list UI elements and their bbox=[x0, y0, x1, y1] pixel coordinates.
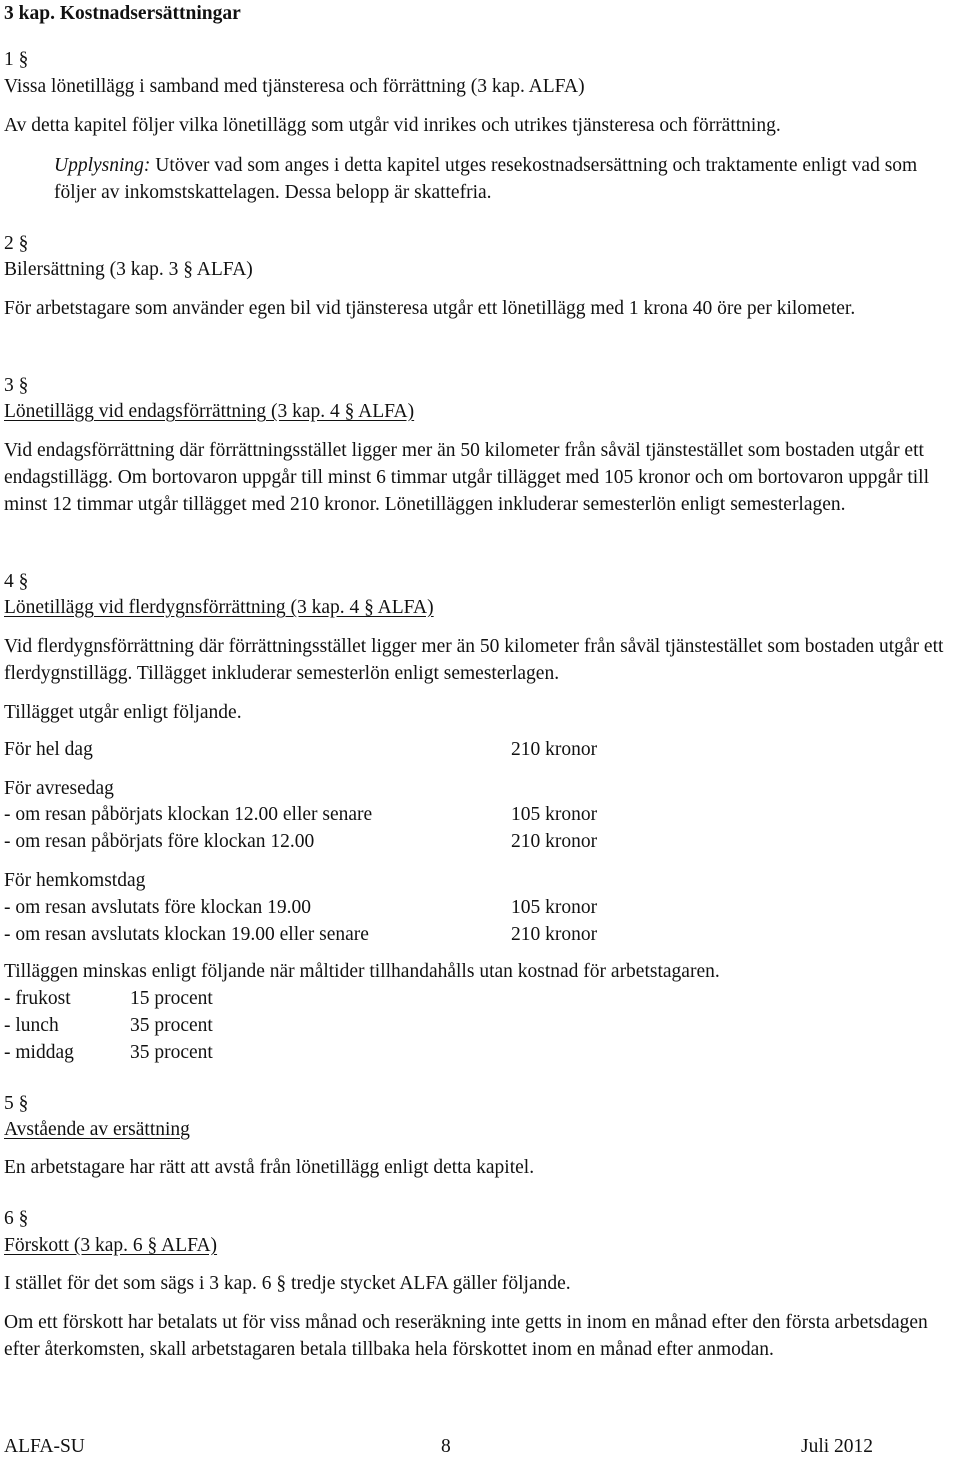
section-3-title: Lönetillägg vid endagsförrättning (3 kap. 4 § ALFA) bbox=[4, 401, 415, 422]
section-2-text: För arbetstagare som använder egen bil vid tjänsteresa utgår ett lönetillägg med 1 krona 40 öre per kilometer. bbox=[4, 298, 856, 319]
departure-row-label: - om resan påbörjats före klockan 12.00 bbox=[4, 831, 315, 852]
departure-day-label: För avresedag bbox=[4, 778, 114, 799]
meal-name: - frukost bbox=[4, 988, 71, 1009]
section-4-text: Vid flerdygnsförrättning där förrättningsstället ligger mer än 50 kilometer från såväl tjänstestället som bostaden utgår ett flerdygnstillägg. Tillägget inkluderar semesterlön enligt semesterlagen. bbox=[4, 636, 944, 684]
full-day-label: För hel dag bbox=[4, 739, 93, 760]
meal-name: - lunch bbox=[4, 1015, 59, 1036]
section-3-text: Vid endagsförrättning där förrättningsstället ligger mer än 50 kilometer från såväl tjänstestället som bostaden utgår ett endagstillägg. Om bortovaron uppgår till minst 6 timmar utgår tillägget med 105 kronor och om bortovaron uppgår till minst 12 timmar utgår tillägget med 210 kronor. Lönetilläggen inkluderar semesterlön enligt semesterlagen. bbox=[4, 440, 929, 515]
section-1-number: 1 § bbox=[4, 49, 29, 70]
return-day-label: För hemkomstdag bbox=[4, 870, 146, 891]
section-3-number: 3 § bbox=[4, 375, 29, 396]
section-6-text-1: I stället för det som sägs i 3 kap. 6 § tredje stycket ALFA gäller följande. bbox=[4, 1273, 571, 1294]
reduction-intro: Tilläggen minskas enligt följande när måltider tillhandahålls utan kostnad för arbetstagaren. bbox=[4, 961, 720, 982]
return-row-label: - om resan avslutats klockan 19.00 eller senare bbox=[4, 924, 369, 945]
section-6-number: 6 § bbox=[4, 1208, 29, 1229]
full-day-amount: 210 kronor bbox=[511, 739, 598, 760]
section-6-text-2: Om ett förskott har betalats ut för viss månad och reseräkning inte getts in inom en månad efter den första arbetsdagen efter återkomsten, skall arbetstagaren betala tillbaka hela förskottet inom en månad efter anmodan. bbox=[4, 1312, 928, 1360]
section-5-text: En arbetstagare har rätt att avstå från lönetillägg enligt detta kapitel. bbox=[4, 1157, 535, 1178]
return-row-amount: 105 kronor bbox=[511, 897, 598, 918]
note-label: Upplysning: bbox=[54, 155, 151, 176]
meal-reduction: 15 procent bbox=[130, 988, 213, 1009]
footer-page-number: 8 bbox=[441, 1436, 451, 1457]
departure-row-amount: 105 kronor bbox=[511, 804, 598, 825]
section-4-title: Lönetillägg vid flerdygnsförrättning (3 kap. 4 § ALFA) bbox=[4, 597, 434, 618]
meal-reduction: 35 procent bbox=[130, 1042, 213, 1063]
meal-name: - middag bbox=[4, 1042, 74, 1063]
section-2-title: Bilersättning (3 kap. 3 § ALFA) bbox=[4, 259, 253, 280]
section-4-number: 4 § bbox=[4, 571, 29, 592]
departure-row-amount: 210 kronor bbox=[511, 831, 598, 852]
return-row-label: - om resan avslutats före klockan 19.00 bbox=[4, 897, 312, 918]
section-5-number: 5 § bbox=[4, 1093, 29, 1114]
meal-reduction: 35 procent bbox=[130, 1015, 213, 1036]
section-6-title: Förskott (3 kap. 6 § ALFA) bbox=[4, 1235, 218, 1256]
section-1-note bbox=[54, 152, 956, 206]
note-text: Utöver vad som anges i detta kapitel utges resekostnadsersättning och traktamente enligt vad som följer av inkomstskattelagen. Dessa belopp är skattefria. bbox=[54, 155, 918, 203]
section-5-title: Avstående av ersättning bbox=[4, 1119, 190, 1140]
departure-row-label: - om resan påbörjats klockan 12.00 eller senare bbox=[4, 804, 373, 825]
chapter-title: 3 kap. Kostnadsersättningar bbox=[4, 3, 241, 24]
footer-date: Juli 2012 bbox=[801, 1436, 874, 1457]
section-1-text: Av detta kapitel följer vilka lönetillägg som utgår vid inrikes och utrikes tjänsteresa och förrättning. bbox=[4, 115, 781, 136]
section-2-number: 2 § bbox=[4, 233, 29, 254]
section-1-title: Vissa lönetillägg i samband med tjänsteresa och förrättning (3 kap. ALFA) bbox=[4, 76, 585, 97]
section-4-intro: Tillägget utgår enligt följande. bbox=[4, 702, 242, 723]
return-row-amount: 210 kronor bbox=[511, 924, 598, 945]
footer-left: ALFA-SU bbox=[4, 1436, 85, 1457]
